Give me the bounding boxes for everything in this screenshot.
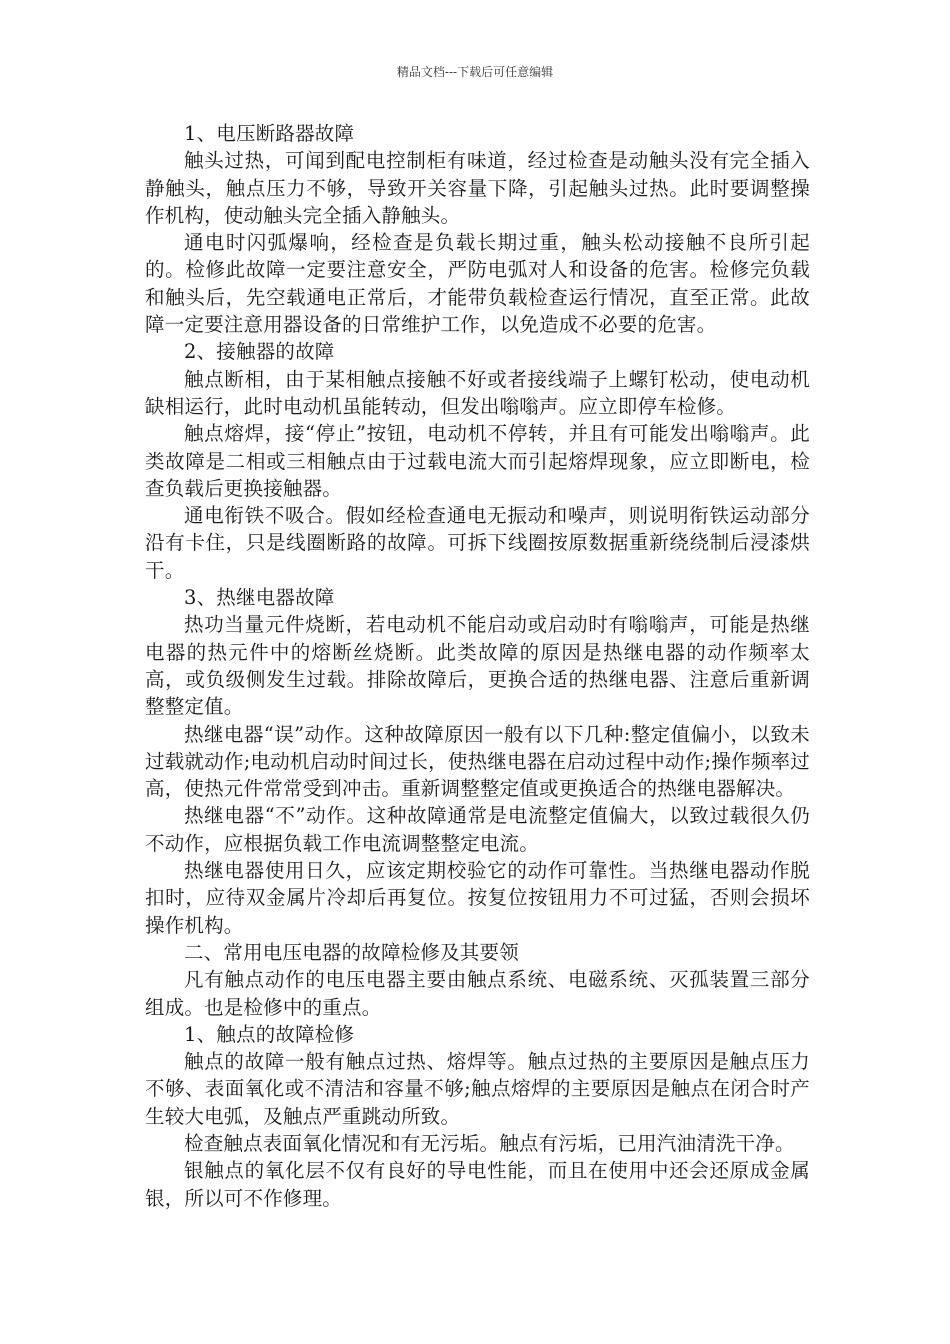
body-paragraph: 通电时闪弧爆响，经检查是负载长期过重，触头松动接触不良所引起的。检修此故障一定要注意安全，严防电弧对人和设备的危害。检修完负载和触头后，先空载通电正常后，才能带负载检查运行情况，直至正常。此故障一定要注意用器设备的日常维护工作，以免造成不必要的危害。 <box>145 231 810 337</box>
body-paragraph: 热继电器“不”动作。这种故障通常是电流整定值偏大，以致过载很久仍不动作，应根据负载工作电流调整整定电流。 <box>145 804 810 855</box>
body-paragraph: 触头过热，可闻到配电控制柜有味道，经过检查是动触头没有完全插入静触头，触点压力不够，导致开关容量下降，引起触头过热。此时要调整操作机构，使动触头完全插入静触头。 <box>145 149 810 227</box>
body-paragraph: 触点断相，由于某相触点接触不好或者接线端子上螺钉松动，使电动机缺相运行，此时电动机虽能转动，但发出嗡嗡声。应立即停车检修。 <box>145 367 810 418</box>
chapter-heading-repair-essentials: 二、常用电压电器的故障检修及其要领 <box>184 940 519 964</box>
body-paragraph: 凡有触点动作的电压电器主要由触点系统、电磁系统、灭孤装置三部分组成。也是检修中的重点。 <box>145 968 810 1019</box>
section-heading-voltage-breaker: 1、电压断路器故障 <box>184 122 355 145</box>
body-paragraph: 通电衔铁不吸合。假如经检查通电无振动和噪声，则说明衔铁运动部分沿有卡住，只是线圈断路的故障。可拆下线圈按原数据重新绕绕制后浸漆烘干。 <box>145 504 810 582</box>
body-paragraph: 银触点的氧化层不仅有良好的导电性能，而且在使用中还会还原成金属银，所以可不作修理。 <box>145 1159 810 1210</box>
body-paragraph: 触点的故障一般有触点过热、熔焊等。触点过热的主要原因是触点压力不够、表面氧化或不清洁和容量不够;触点熔焊的主要原因是触点在闭合时产生较大电弧，及触点严重跳动所致。 <box>145 1050 810 1128</box>
body-paragraph: 热功当量元件烧断，若电动机不能启动或启动时有嗡嗡声，可能是热继电器的热元件中的熔断丝烧断。此类故障的原因是热继电器的动作频率太高，或负级侧发生过载。排除故障后，更换合适的热继电器、注意后重新调整整定值。 <box>145 613 810 719</box>
section-heading-contactor: 2、接触器的故障 <box>184 340 335 364</box>
section-heading-thermal-relay: 3、热继电器故障 <box>184 586 335 610</box>
body-paragraph: 热继电器使用日久，应该定期校验它的动作可靠性。当热继电器动作脱扣时，应待双金属片冷却后再复位。按复位按钮用力不可过猛，否则会损坏操作机构。 <box>145 859 810 937</box>
section-heading-contact-repair: 1、触点的故障检修 <box>184 1022 355 1046</box>
body-paragraph: 触点熔焊，接“停止”按钮，电动机不停转，并且有可能发出嗡嗡声。此类故障是二相或三相触点由于过载电流大而引起熔焊现象，应立即断电，检查负载后更换接触器。 <box>145 422 810 500</box>
body-paragraph: 检查触点表面氧化情况和有无污垢。触点有污垢，已用汽油清洗干净。 <box>184 1131 795 1155</box>
page-header: 精品文档---下载后可任意编辑 <box>396 65 554 79</box>
body-paragraph: 热继电器“误”动作。这种故障原因一般有以下几种:整定值偏小，以致未过载就动作;电动机启动时间过长，使热继电器在启动过程中动作;操作频率过高，使热元件常常受到冲击。重新调整整定值或更换适合的热继电器解决。 <box>145 722 810 801</box>
document-body <box>145 120 810 1212</box>
